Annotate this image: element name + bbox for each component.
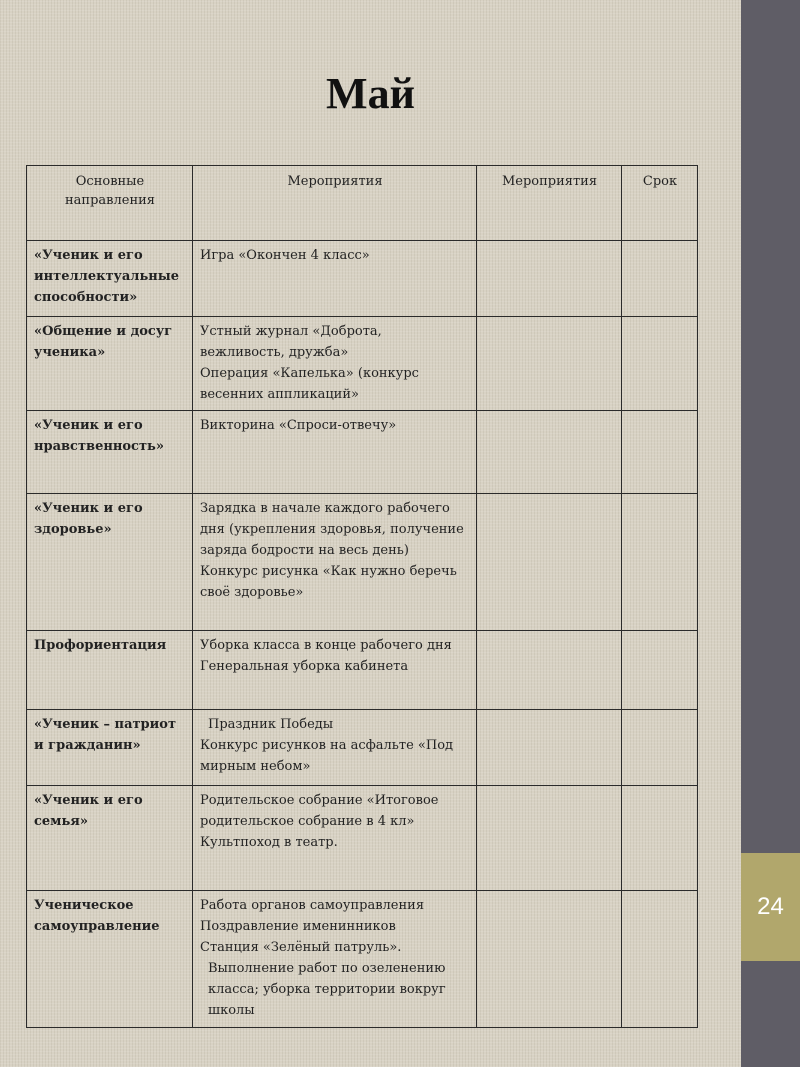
table-row	[27, 494, 698, 631]
empty-cell	[477, 891, 622, 1028]
deadline-cell	[622, 494, 698, 631]
header-deadline: Срок	[622, 166, 698, 241]
deadline-cell	[622, 786, 698, 891]
events-cell	[193, 241, 477, 317]
direction-cell: «Ученик и его семья»	[27, 786, 193, 891]
events-cell	[193, 891, 477, 1028]
event-item: Выполнение работ по озеленению класса; уборка территории вокруг школы	[208, 961, 446, 1018]
direction-cell: «Ученик и его нравственность»	[27, 411, 193, 494]
direction-cell: «Ученик и его здоровье»	[27, 494, 193, 631]
deadline-cell	[622, 241, 698, 317]
event-item: Операция «Капелька» (конкурс весенних аппликаций»	[200, 366, 419, 402]
empty-cell	[477, 494, 622, 631]
empty-cell	[477, 411, 622, 494]
event-item: Зарядка в начале каждого рабочего дня (укрепления здоровья, получение заряда бодрости на весь день)	[200, 501, 464, 558]
direction-cell: «Ученик и его интеллектуальные способности»	[27, 241, 193, 317]
plan-table	[26, 165, 698, 1028]
event-item: Праздник Победы	[208, 717, 334, 732]
table-row	[27, 710, 698, 786]
direction-cell: «Общение и досуг ученика»	[27, 317, 193, 411]
empty-cell	[477, 710, 622, 786]
deadline-cell	[622, 317, 698, 411]
table-row	[27, 411, 698, 494]
header-directions: Основные направления	[27, 166, 193, 241]
events-cell	[193, 786, 477, 891]
table-row	[27, 786, 698, 891]
event-item: Родительское собрание «Итоговое родительское собрание в 4 кл»	[200, 793, 439, 829]
page-title: Май	[326, 69, 415, 118]
direction-cell: Ученическое самоуправление	[27, 891, 193, 1028]
table-row	[27, 241, 698, 317]
deadline-cell	[622, 631, 698, 710]
event-item: Работа органов самоуправления	[200, 898, 425, 913]
empty-cell	[477, 631, 622, 710]
events-cell	[193, 494, 477, 631]
event-item: Конкурс рисунка «Как нужно беречь своё здоровье»	[200, 564, 457, 600]
event-item: Уборка класса в конце рабочего дня	[200, 638, 452, 653]
event-item: Станция «Зелёный патруль».	[200, 940, 402, 955]
direction-cell: Профориентация	[27, 631, 193, 710]
events-cell	[193, 317, 477, 411]
empty-cell	[477, 241, 622, 317]
table-row	[27, 631, 698, 710]
header-events-2: Мероприятия	[477, 166, 622, 241]
header-events: Мероприятия	[193, 166, 477, 241]
table-row	[27, 317, 698, 411]
event-item: Генеральная уборка кабинета	[200, 659, 409, 674]
event-item: Поздравление именинников	[200, 919, 396, 934]
deadline-cell	[622, 710, 698, 786]
event-item: Культпоход в театр.	[200, 835, 338, 850]
event-item: Игра «Окончен 4 класс»	[200, 248, 370, 263]
events-cell	[193, 411, 477, 494]
empty-cell	[477, 786, 622, 891]
events-cell	[193, 710, 477, 786]
direction-cell: «Ученик – патриот и гражданин»	[27, 710, 193, 786]
table-header-row	[27, 166, 698, 241]
event-item: Конкурс рисунков на асфальте «Под мирным небом»	[200, 738, 454, 774]
empty-cell	[477, 317, 622, 411]
deadline-cell	[622, 891, 698, 1028]
event-item: Викторина «Спроси-отвечу»	[200, 418, 397, 433]
page-number: 24	[741, 853, 800, 961]
event-item: Устный журнал «Доброта, вежливость, дружба»	[200, 324, 382, 360]
table-row	[27, 891, 698, 1028]
deadline-cell	[622, 411, 698, 494]
events-cell	[193, 631, 477, 710]
